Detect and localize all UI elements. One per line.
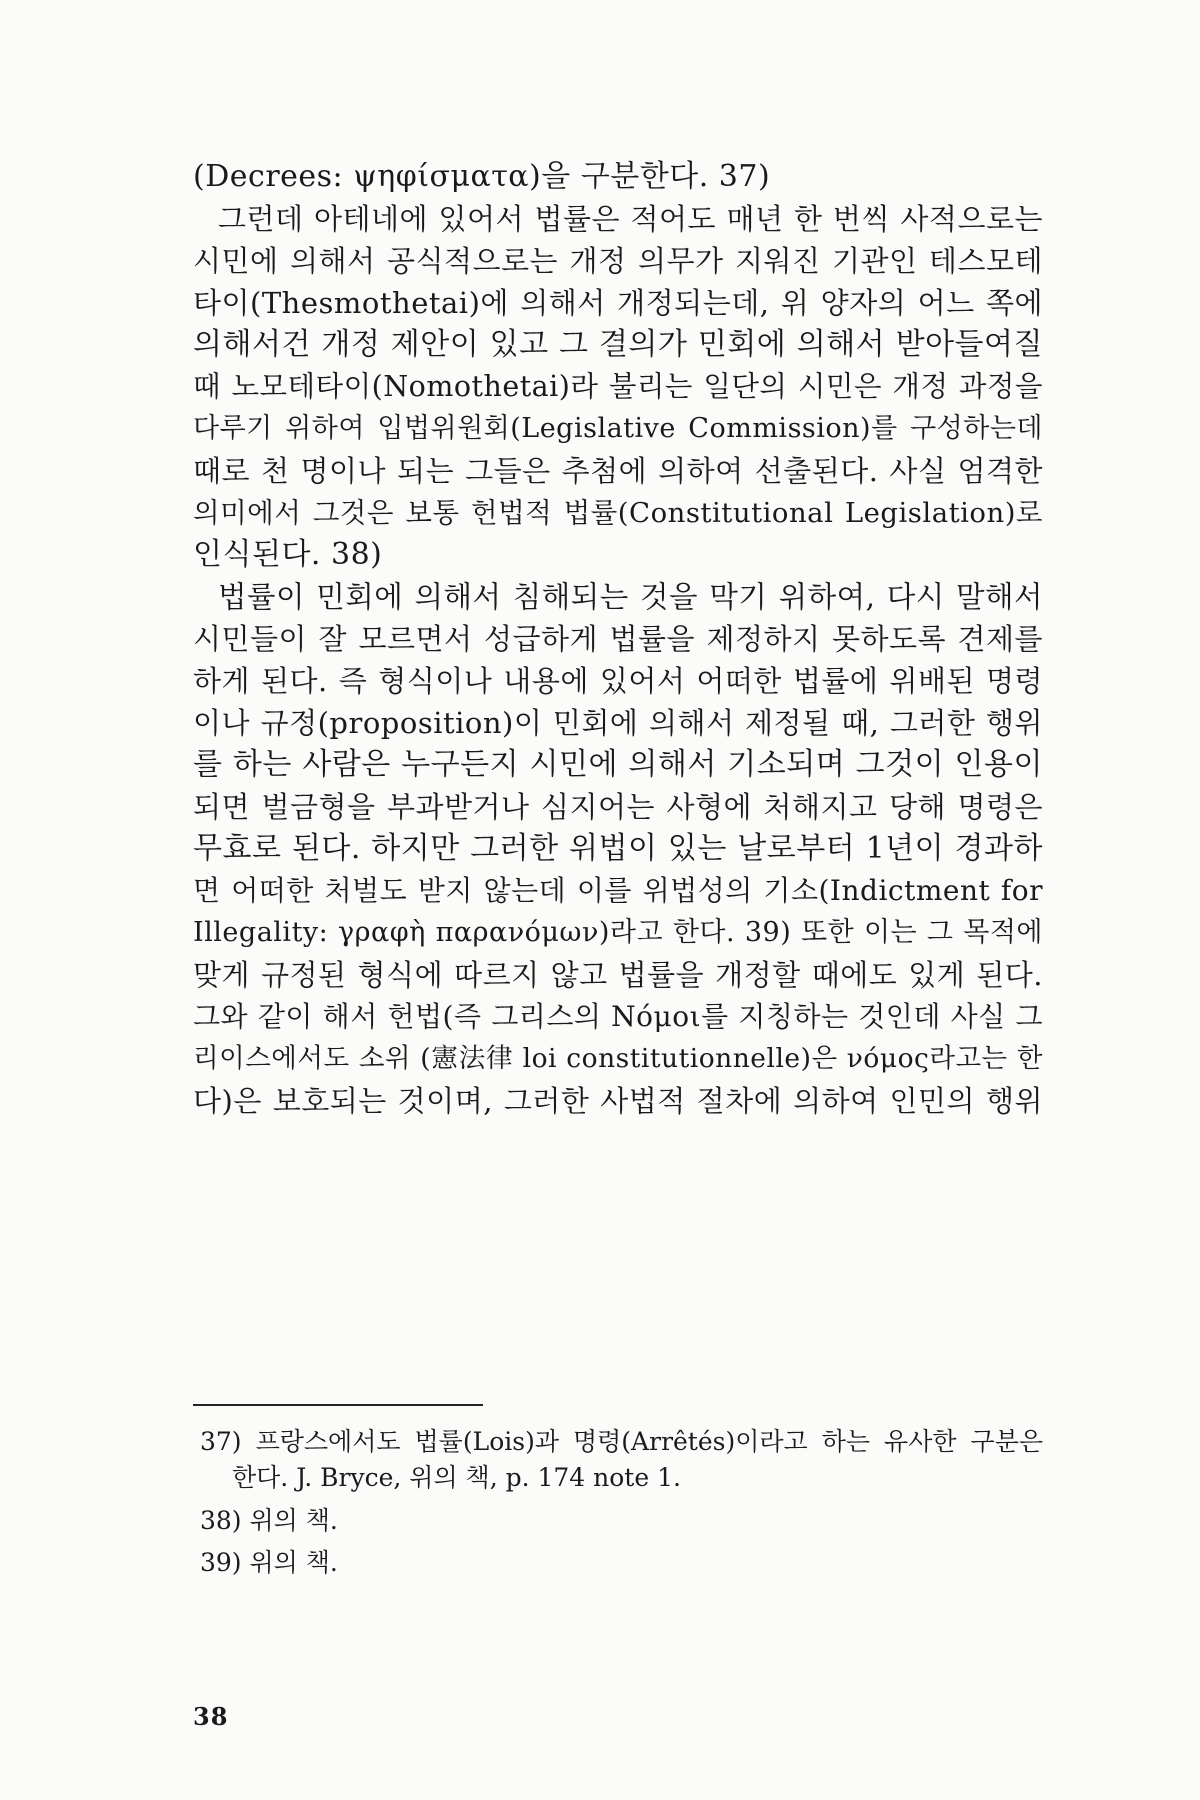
body-line: Illegality: γραφὴ παρανόμων)라고 한다. 39) 또한 이는 그 목적에 (193, 917, 1043, 948)
body-line: 시민에 의해서 공식적으로는 개정 의무가 지워진 기관인 테스모테 (193, 244, 1043, 278)
footnote-divider (193, 1404, 483, 1406)
body-line: 그와 같이 해서 헌법(즉 그리스의 Nόμοι를 지칭하는 것인데 사실 그 (193, 1000, 1043, 1033)
footnote-38: 38) 위의 책. (200, 1506, 338, 1535)
body-line: 때로 천 명이나 되는 그들은 추첨에 의하여 선출된다. 사실 엄격한 (193, 454, 1043, 488)
body-line: 다루기 위하여 입법위원회(Legislative Commission)를 구성하는데 (193, 413, 1043, 444)
footnote-37-continued: 한다. J. Bryce, 위의 책, p. 174 note 1. (232, 1463, 681, 1492)
body-line: 면 어떠한 처벌도 받지 않는데 이를 위법성의 기소(Indictment for (193, 874, 1043, 907)
body-line: 의해서건 개정 제안이 있고 그 결의가 민회에 의해서 받아들여질 (193, 327, 1043, 362)
body-line: 이나 규정(proposition)이 민회에 의해서 제정될 때, 그러한 행위 (193, 706, 1043, 740)
body-line: 다)은 보호되는 것이며, 그러한 사법적 절차에 의하여 인민의 행위 (193, 1084, 1043, 1118)
footnote-39: 39) 위의 책. (200, 1548, 338, 1577)
body-line: 법률이 민회에 의해서 침해되는 것을 막기 위하여, 다시 말해서 (218, 580, 1043, 614)
body-line: 되면 벌금형을 부과받거나 심지어는 사형에 처해지고 당해 명령은 (193, 790, 1043, 824)
body-line: 무효로 된다. 하지만 그러한 위법이 있는 날로부터 1년이 경과하 (193, 831, 1043, 866)
body-line: 때 노모테타이(Nomothetai)라 불리는 일단의 시민은 개정 과정을 (193, 370, 1043, 403)
footnote-37: 37) 프랑스에서도 법률(Lois)과 명령(Arrêtés)이라고 하는 유사한 구분은 (200, 1427, 1043, 1456)
body-line: 맞게 규정된 형식에 따르지 않고 법률을 개정할 때에도 있게 된다. (193, 958, 1043, 992)
body-line: 시민들이 잘 모르면서 성급하게 법률을 제정하지 못하도록 견제를 (193, 622, 1043, 656)
page-number: 38 (193, 1702, 229, 1731)
body-line: 그런데 아테네에 있어서 법률은 적어도 매년 한 번씩 사적으로는 (218, 202, 1043, 236)
body-line: 를 하는 사람은 누구든지 시민에 의해서 기소되며 그것이 인용이 (193, 747, 1043, 782)
body-line: 리이스에서도 소위 (憲法律 loi constitutionnelle)은 νόμος라고는 한 (193, 1043, 1043, 1074)
body-line: (Decrees: ψηφίσματα)을 구분한다. 37) (193, 159, 771, 194)
body-line: 하게 된다. 즉 형식이나 내용에 있어서 어떠한 법률에 위배된 명령 (193, 664, 1043, 698)
body-line: 인식된다. 38) (193, 537, 383, 572)
body-line: 타이(Thesmothetai)에 의해서 개정되는데, 위 양자의 어느 쪽에 (193, 286, 1043, 320)
body-line: 의미에서 그것은 보통 헌법적 법률(Constitutional Legislation)로 (193, 497, 1043, 529)
